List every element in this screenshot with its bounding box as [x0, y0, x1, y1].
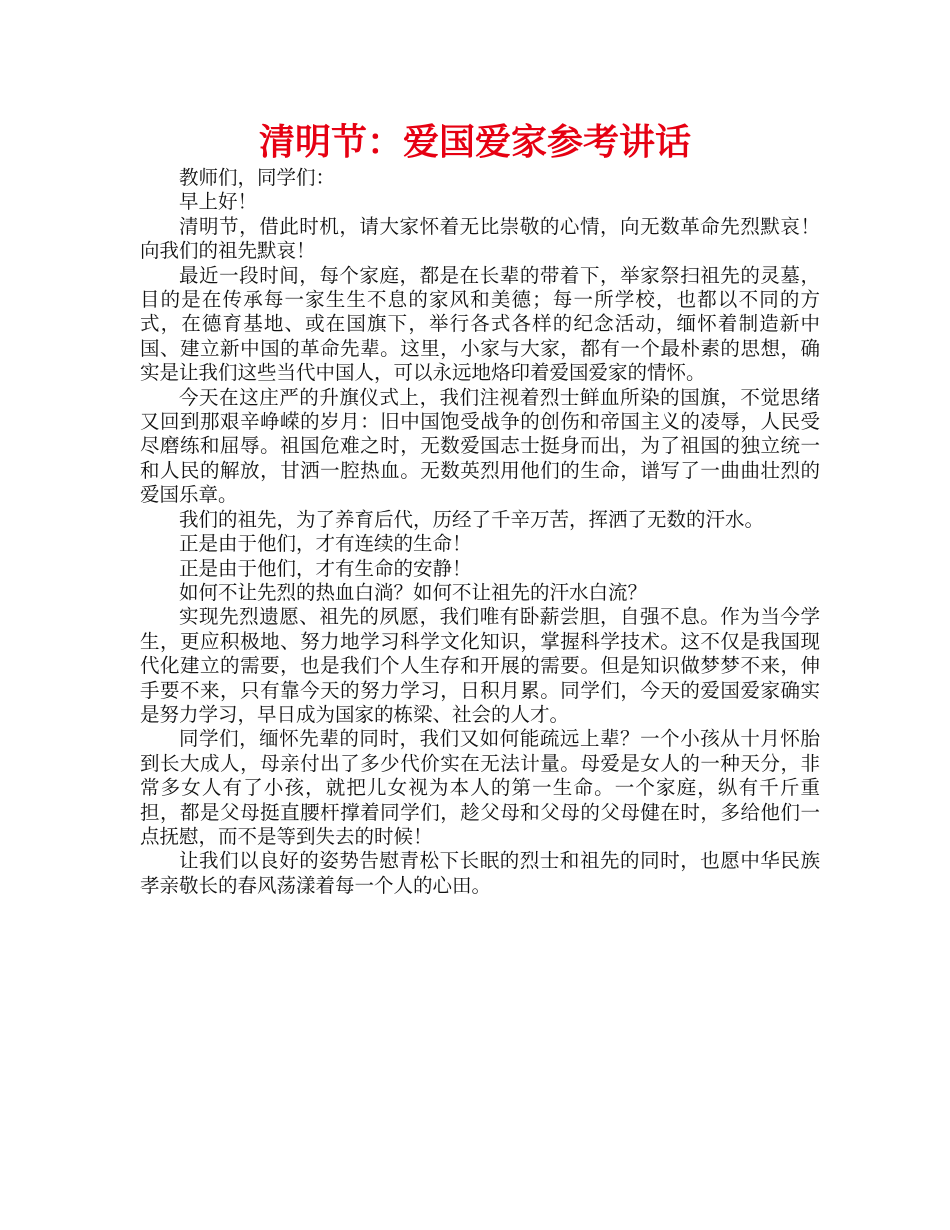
- paragraph-closing: 让我们以良好的姿势告慰青松下长眠的烈士和祖先的同时，也愿中华民族孝亲敬长的春风荡漾着每一个人的心田。: [140, 849, 820, 897]
- paragraph-good-morning: 早上好！: [179, 190, 258, 214]
- paragraph-flag-ceremony: 今天在这庄严的升旗仪式上，我们注视着烈士鲜血所染的国旗，不觉思绪又回到那艰辛峥嵘的岁月：旧中国饱受战争的创伤和帝国主义的凌辱，人民受尽磨练和屈辱。祖国危难之时，无数爱国志士挺身而出，为了祖国的独立统一和人民的解放，甘洒一腔热血。无数英烈用他们的生命，谱写了一曲曲壮烈的爱国乐章。: [140, 385, 820, 507]
- paragraph-study: 实现先烈遗愿、祖先的夙愿，我们唯有卧薪尝胆，自强不息。作为当今学生，更应积极地、努力地学习科学文化知识，掌握科学技术。这不仅是我国现代化建立的需要，也是我们个人生存和开展的需要。但是知识做梦梦不来，伸手要不来，只有靠今天的努力学习，日积月累。同学们，今天的爱国爱家确实是努力学习，早日成为国家的栋梁、社会的人才。: [140, 605, 820, 726]
- paragraph-greeting: 教师们，同学们：: [179, 166, 336, 189]
- document-body: [140, 166, 820, 898]
- document-title: 清明节：爱国爱家参考讲话: [258, 122, 691, 163]
- paragraph-ancestors: 我们的祖先，为了养育后代，历经了千辛万苦，挥洒了无数的汗水。: [179, 507, 765, 531]
- paragraph-question: 如何不让先烈的热血白淌？如何不让祖先的汗水白流？: [179, 580, 648, 604]
- paragraph-continuity: 正是由于他们，才有连续的生命！: [179, 532, 472, 556]
- paragraph-peace: 正是由于他们，才有生命的安静！: [179, 556, 472, 580]
- paragraph-tribute: 清明节，借此时机，请大家怀着无比崇敬的心情，向无数革命先烈默哀！向我们的祖先默哀！: [140, 214, 820, 263]
- paragraph-recent-activities: 最近一段时间，每个家庭，都是在长辈的带着下，举家祭扫祖先的灵墓，目的是在传承每一家生生不息的家风和美德；每一所学校，也都以不同的方式，在德育基地、或在国旗下，举行各式各样的纪念活动，缅怀着制造新中国、建立新中国的革命先辈。这里，小家与大家，都有一个最朴素的思想，确实是让我们这些当代中国人，可以永远地烙印着爱国爱家的情怀。: [140, 263, 820, 385]
- paragraph-parents: 同学们，缅怀先辈的同时，我们又如何能疏远上辈？一个小孩从十月怀胎到长大成人，母亲付出了多少代价实在无法计量。母爱是女人的一种天分，非常多女人有了小孩，就把儿女视为本人的第一生命。一个家庭，纵有千斤重担，都是父母挺直腰杆撑着同学们，趁父母和父母的父母健在时，多给他们一点抚慰，而不是等到失去的时候！: [140, 727, 820, 848]
